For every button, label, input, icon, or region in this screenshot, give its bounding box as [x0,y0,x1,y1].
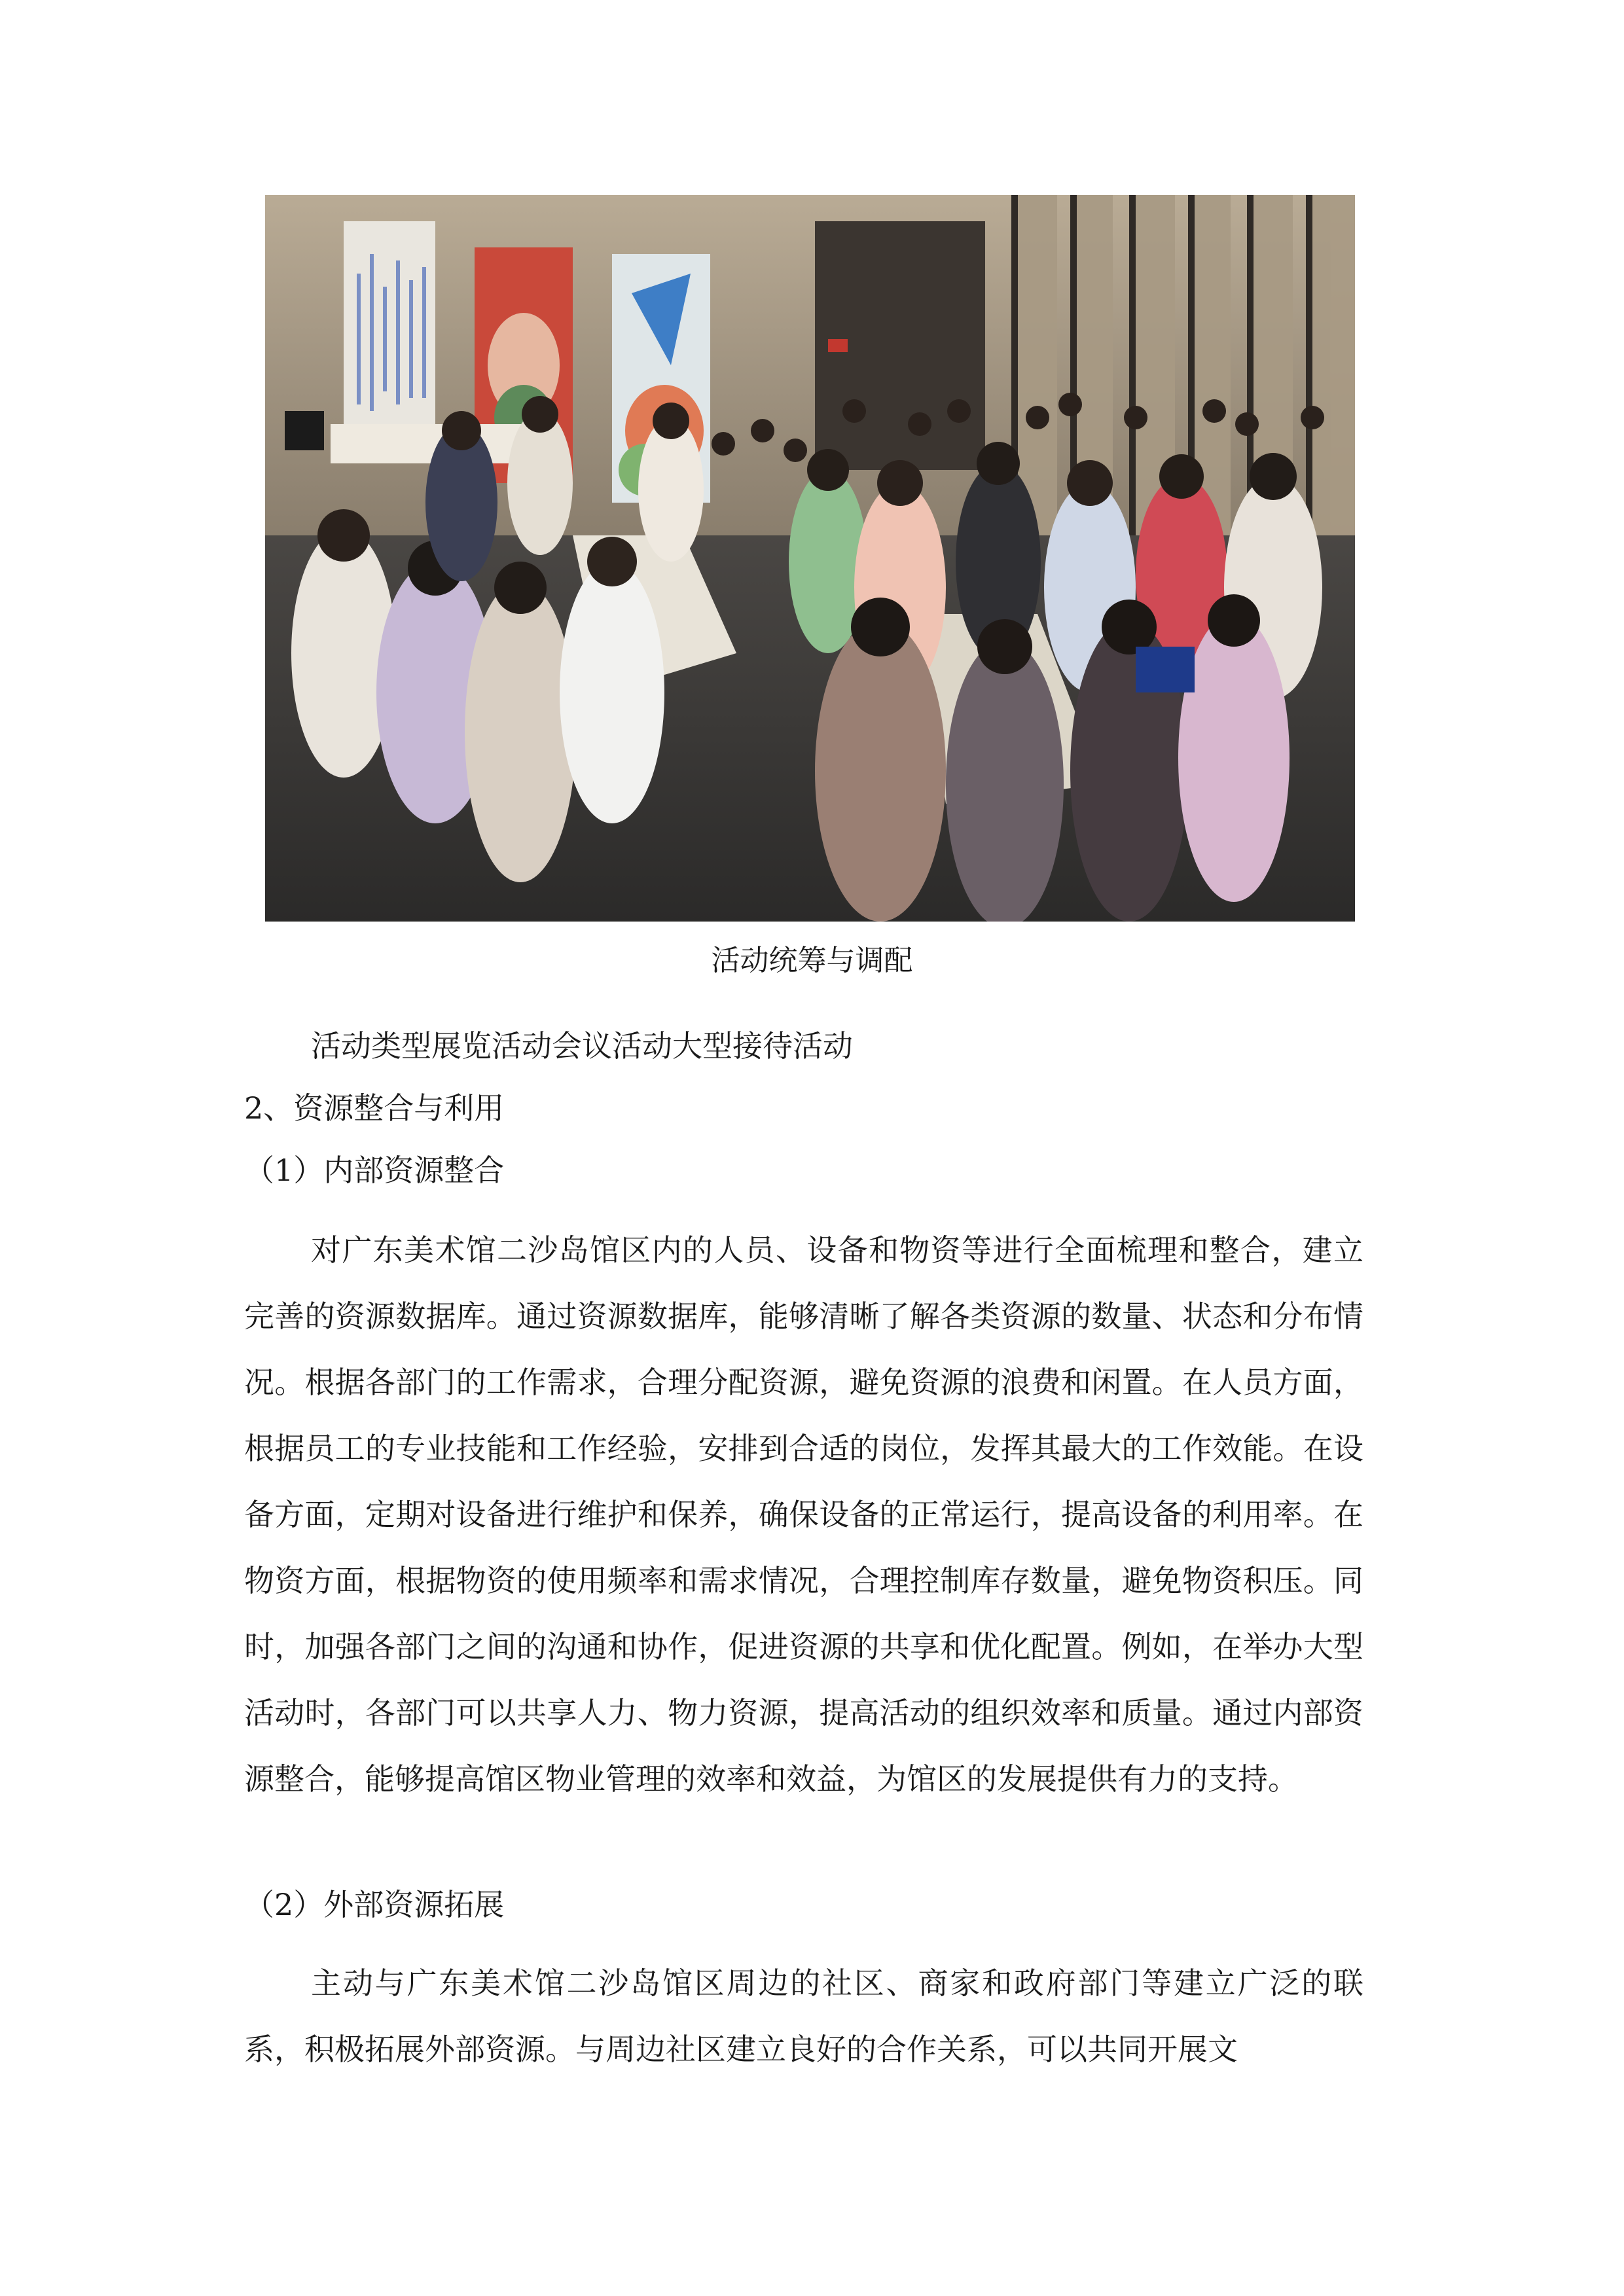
subsection-heading-external: （2）外部资源拓展 [244,1887,505,1922]
event-photo-illustration [265,195,1355,922]
figure-caption: 活动统筹与调配 [711,944,913,977]
paragraph-external-resources: 主动与广东美术馆二沙岛馆区周边的社区、商家和政府部门等建立广泛的联系，积极拓展外部资源。与周边社区建立良好的合作关系，可以共同开展文 [244,1965,1363,2067]
event-photo [265,195,1355,922]
subsection-heading-internal: （1）内部资源整合 [244,1153,505,1188]
activity-types-line: 活动类型展览活动会议活动大型接待活动 [311,1028,853,1064]
paragraph-internal-resources: 对广东美术馆二沙岛馆区内的人员、设备和物资等进行全面梳理和整合，建立完善的资源数据库。通过资源数据库，能够清晰了解各类资源的数量、状态和分布情况。根据各部门的工作需求，合理分配资源，避免资源的浪费和闲置。在人员方面，根据员工的专业技能和工作经验，安排到合适的岗位，发挥其最大的工作效能。在设备方面，定期对设备进行维护和保养，确保设备的正常运行，提高设备的利用率。在物资方面，根据物资的使用频率和需求情况，合理控制库存数量，避免物资积压。同时，加强各部门之间的沟通和协作，促进资源的共享和优化配置。例如，在举办大型活动时，各部门可以共享人力、物力资源，提高活动的组织效率和质量。通过内部资源整合，能够提高馆区物业管理的效率和效益，为馆区的发展提供有力的支持。 [244,1232,1363,1797]
section-heading: 2、资源整合与利用 [244,1090,505,1126]
